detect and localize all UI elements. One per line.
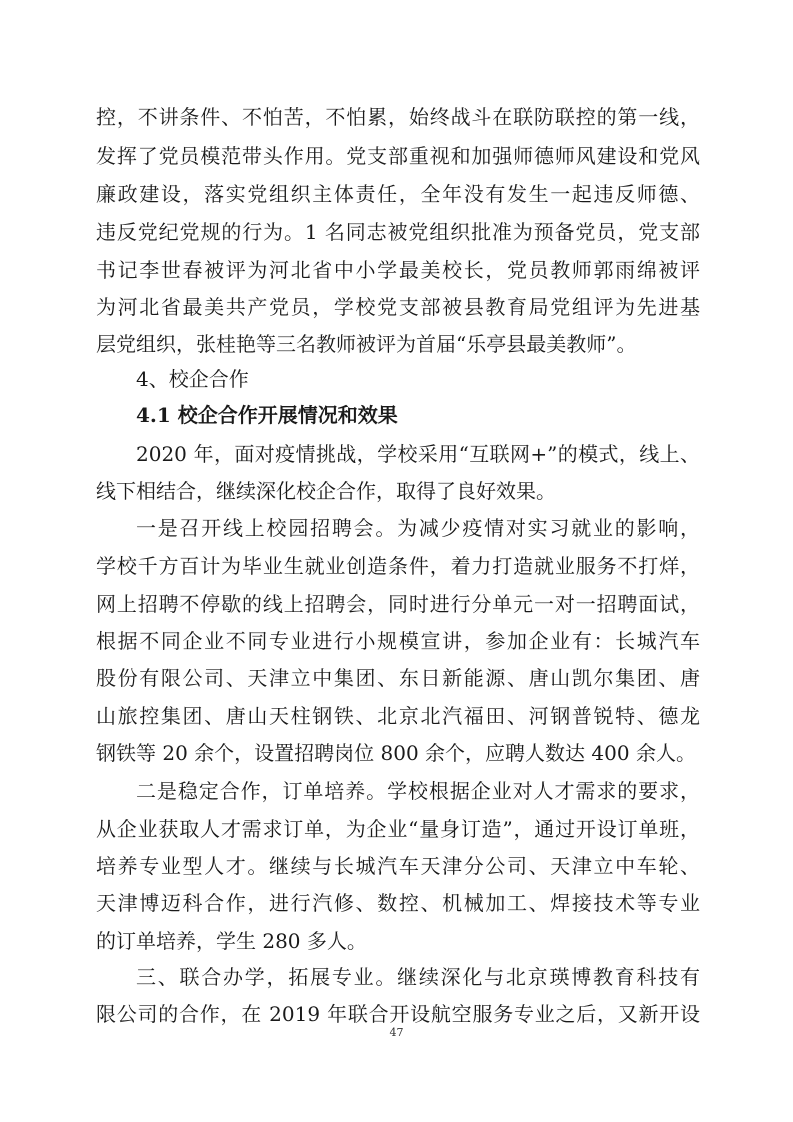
text-line: 根据不同企业不同专业进行小规模宣讲，参加企业有：长城汽车 (96, 629, 700, 653)
text-line: 书记李世春被评为河北省中小学最美校长，党员教师郭雨绵被评 (96, 258, 700, 282)
text-line: 钢铁等 20 余个，设置招聘岗位 800 余个，应聘人数达 400 余人。 (96, 741, 696, 765)
section-heading: 4、校企合作 (136, 367, 249, 391)
text-line: 为河北省最美共产党员，学校党支部被县教育局党组评为先进基 (96, 295, 700, 319)
text-line: 线下相结合，继续深化校企合作，取得了良好效果。 (96, 479, 556, 503)
text-line: 控，不讲条件、不怕苦，不怕累，始终战斗在联防联控的第一线， (96, 105, 700, 129)
text-line: 廉政建设，落实党组织主体责任，全年没有发生一起违反师德、 (96, 182, 700, 206)
text-line: 天津博迈科合作，进行汽修、数控、机械加工、焊接技术等专业 (96, 891, 700, 915)
text-line: 三、联合办学，拓展专业。继续深化与北京瑛博教育科技有 (136, 965, 700, 989)
text-line: 层党组织，张桂艳等三名教师被评为首届“乐亭县最美教师”。 (96, 332, 637, 356)
text-line: 从企业获取人才需求订单，为企业“量身订造”，通过开设订单班， (96, 817, 700, 841)
text-line: 发挥了党员模范带头作用。党支部重视和加强师德师风建设和党风 (96, 144, 700, 168)
text-line: 学校千方百计为毕业生就业创造条件，着力打造就业服务不打烊， (96, 554, 700, 578)
page-number: 47 (389, 1026, 404, 1039)
text-line: 的订单培养，学生 280 多人。 (96, 929, 367, 953)
text-line: 培养专业型人才。继续与长城汽车天津分公司、天津立中车轮、 (96, 854, 700, 878)
text-line: 二是稳定合作，订单培养。学校根据企业对人才需求的要求， (136, 779, 700, 803)
text-line: 股份有限公司、天津立中集团、东日新能源、唐山凯尔集团、唐 (96, 666, 700, 690)
text-line: 限公司的合作，在 2019 年联合开设航空服务专业之后，又新开设 (96, 1002, 700, 1026)
subsection-heading: 4.1 校企合作开展情况和效果 (136, 403, 398, 427)
text-line: 网上招聘不停歇的线上招聘会，同时进行分单元一对一招聘面试， (96, 592, 700, 616)
text-line: 一是召开线上校园招聘会。为减少疫情对实习就业的影响， (136, 516, 700, 540)
text-line: 违反党纪党规的行为。1 名同志被党组织批准为预备党员，党支部 (96, 220, 700, 244)
text-line: 2020 年，面对疫情挑战，学校采用“互联网+”的模式，线上、 (136, 442, 700, 466)
text-line: 山旅控集团、唐山天柱钢铁、北京北汽福田、河钢普锐特、德龙 (96, 704, 700, 728)
